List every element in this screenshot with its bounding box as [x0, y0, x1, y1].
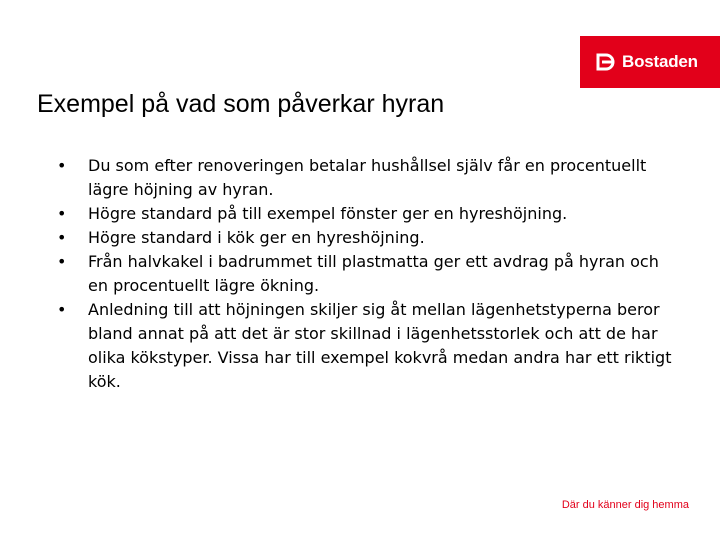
bullet-item: • Från halvkakel i badrummet till plastmatta ger ett avdrag på hyran och en procentuellt lägre ökning.	[57, 250, 677, 298]
bullet-item: • Anledning till att höjningen skiljer sig åt mellan lägenhetstyperna beror bland annat på att det är stor skillnad i lägenhetsstorlek och att de har olika kökstyper. Vissa har till exempel kokvrå medan andra har ett riktigt kök.	[57, 298, 677, 394]
slide-title: Exempel på vad som påverkar hyran	[37, 90, 445, 118]
bullet-list	[57, 154, 677, 394]
bullet-item: • Högre standard i kök ger en hyreshöjning.	[57, 226, 677, 250]
bullet-item: • Du som efter renoveringen betalar hushållsel själv får en procentuellt lägre höjning av hyran.	[57, 154, 677, 202]
logo-text: Bostaden	[622, 52, 698, 71]
bullet-item: • Högre standard på till exempel fönster ger en hyreshöjning.	[57, 202, 677, 226]
bostaden-logo	[580, 36, 720, 88]
bostaden-logo-icon	[595, 51, 617, 73]
footer-tagline: Där du känner dig hemma	[561, 499, 689, 511]
